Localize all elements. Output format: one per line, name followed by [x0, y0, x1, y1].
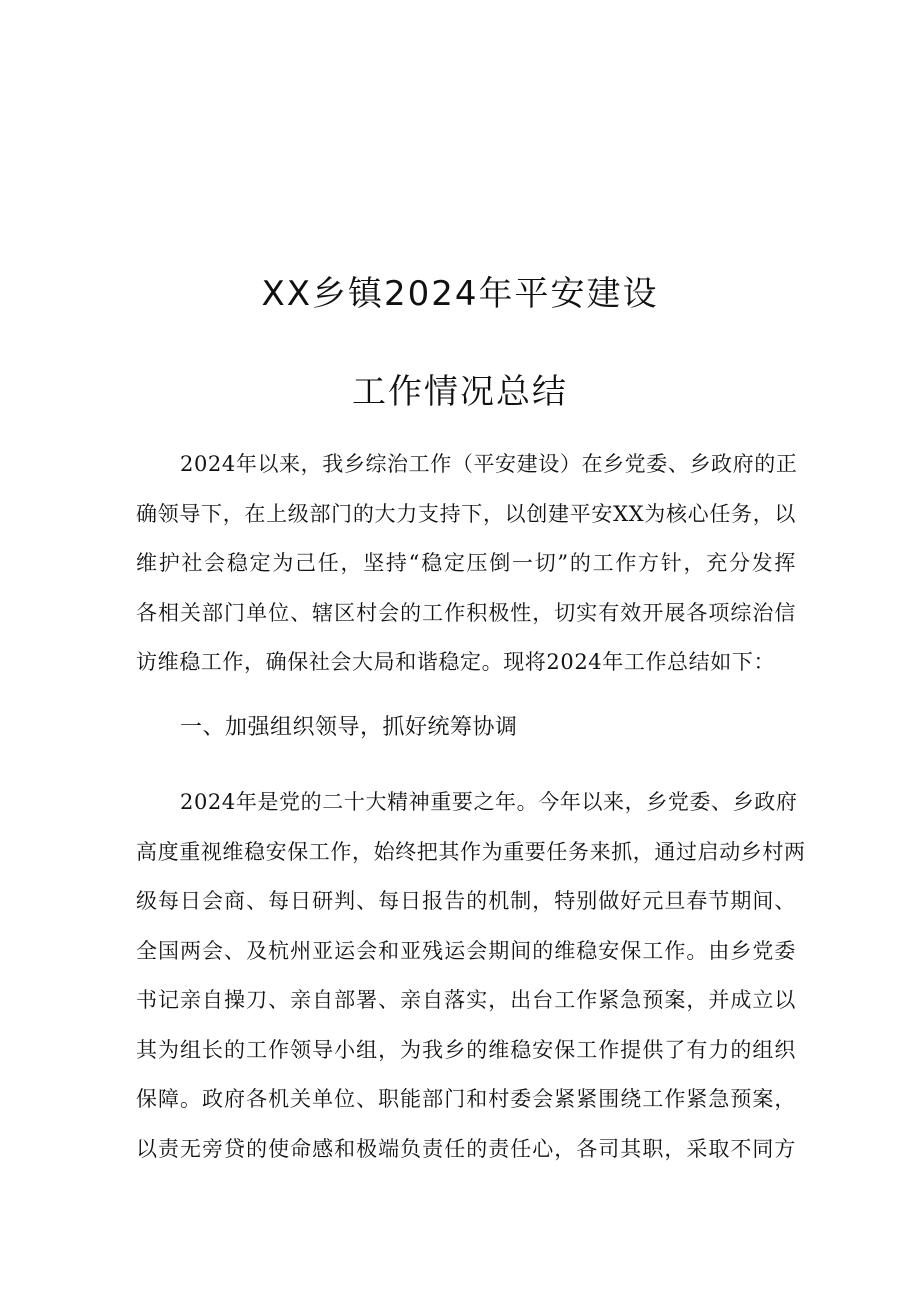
intro-line: 各相关部门单位、辖区村会的工作积极性，切实有效开展各项综治信	[136, 600, 796, 625]
intro-paragraph	[136, 440, 796, 688]
section-line: 2024年是党的二十大精神重要之年。今年以来，乡党委、乡政府	[180, 790, 798, 814]
intro-line: 确领导下，在上级部门的大力支持下，以创建平安XX为核心任务，以	[136, 501, 796, 526]
section-line: 高度重视维稳安保工作，始终把其作为重要任务来抓，通过启动乡村两	[136, 839, 806, 864]
intro-line: 维护社会稳定为己任，坚持“稳定压倒一切”的工作方针，充分发挥	[136, 551, 796, 575]
intro-line: 2024年以来，我乡综治工作（平安建设）在乡党委、乡政府的正	[180, 452, 798, 476]
section-line: 全国两会、及杭州亚运会和亚残运会期间的维稳安保工作。由乡党委	[136, 938, 796, 963]
document-title-line1: XX乡镇2024年平安建设	[261, 274, 659, 314]
section-line: 以责无旁贷的使命感和极端负责任的责任心，各司其职，采取不同方	[136, 1136, 796, 1161]
section-heading: 一、加强组织领导，抓好统筹协调	[180, 715, 518, 740]
section-line: 书记亲自操刀、亲自部署、亲自落实，出台工作紧急预案，并成立以	[136, 988, 796, 1012]
intro-line: 访维稳工作，确保社会大局和谐稳定。现将2024年工作总结如下：	[136, 650, 776, 674]
document-title-line2: 工作情况总结	[352, 372, 568, 412]
section-paragraph	[136, 778, 806, 1174]
section-line: 其为组长的工作领导小组，为我乡的维稳安保工作提供了有力的组织	[136, 1037, 796, 1062]
section-line: 级每日会商、每日研判、每日报告的机制，特别做好元旦春节期间、	[136, 889, 796, 913]
section-line: 保障。政府各机关单位、职能部门和村委会紧紧围绕工作紧急预案，	[136, 1087, 796, 1111]
